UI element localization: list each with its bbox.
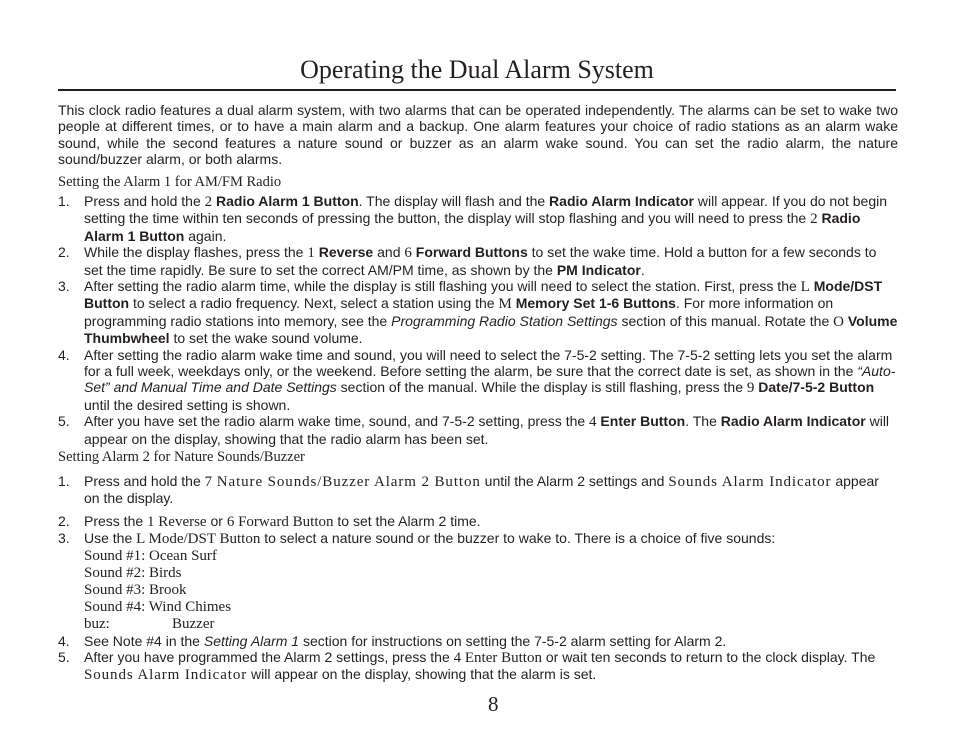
alarm-1-steps <box>58 193 898 447</box>
sound-option: Sound #4: Wind Chimes <box>84 598 232 615</box>
title-rule <box>58 89 896 91</box>
alarm-1-step: 2. While the display flashes, press the 1 Reverse and 6 Forward Buttons to set the wake time. Hold a button for a few seconds to set the time rapidly. Be sure to set the correct AM/PM time, as shown by the PM Indicator. <box>58 244 877 278</box>
alarm-2-step: 3. Use the L Mode/DST Button to select a nature sound or the buzzer to wake to. There is a choice of five sounds: Sound #1: Ocean Surf Sound #2: Birds Sound #3: Brook Sound #4: Wind Chimes buz: Buzzer <box>58 530 898 632</box>
alarm-2-step: 5. After you have programmed the Alarm 2 settings, press the 4 Enter Button or wait ten seconds to return to the clock display. The Sounds Alarm Indicator will appear on the display, showing that the alarm is set. <box>58 649 876 684</box>
alarm-1-step: 4. After setting the radio alarm wake time and sound, you will need to select the 7-5-2 setting. The 7-5-2 setting lets you set the alarm for a full week, weekdays only, or the weekend. Before setting the alarm, be sure that the correct date is set, as shown in the “Auto-Set” and Manual Time and Date Settings section of the manual. While the display is still flashing, press the 9 Date/7-5-2 Button until the desired setting is shown. <box>58 346 896 413</box>
alarm-1-step: 3. After setting the radio alarm time, while the display is still flashing you will need to select the station. First, press the L Mode/DST Button to select a radio frequency. Next, select a station using the M Memory Set 1-6 Buttons. For more information on programming radio stations into memory, see the Programming Radio Station Settings section of this manual. Rotate the O Volume Thumbwheel to set the wake sound volume. <box>58 278 898 347</box>
sound-option: Sound #1: Ocean Surf <box>84 547 217 564</box>
alarm-1-step: 1. Press and hold the 2 Radio Alarm 1 Button. The display will flash and the Radio Alarm Indicator will appear. If you do not begin setting the time within ten seconds of pressing the button, the display will stop flashing and you will need to press the 2 Radio Alarm 1 Button again. <box>58 193 888 244</box>
section-heading-alarm-1: Setting the Alarm 1 for AM/FM Radio <box>58 174 282 190</box>
section-heading-alarm-2: Setting Alarm 2 for Nature Sounds/Buzzer <box>58 449 305 465</box>
intro-paragraph: This clock radio features a dual alarm system, with two alarms that can be operated independently. The alarms can be set to wake two people at different times, or to have a main alarm and a backup. One alarm features your choice of radio stations as an alarm wake sound, while the second features a nature sound or buzzer as an alarm wake sound. You can set the radio alarm, the nature sound/buzzer alarm, or both alarms. <box>58 102 898 168</box>
page-number: 8 <box>488 692 499 716</box>
sound-option-buzzer: buz: Buzzer <box>84 615 215 632</box>
sound-option: Sound #2: Birds <box>84 564 182 581</box>
page-title: Operating the Dual Alarm System <box>300 55 654 84</box>
alarm-2-step: 4. See Note #4 in the Setting Alarm 1 section for instructions on setting the 7-5-2 alarm setting for Alarm 2. <box>58 632 727 649</box>
sound-option: Sound #3: Brook <box>84 581 187 598</box>
alarm-1-step: 5. After you have set the radio alarm wake time, sound, and 7-5-2 setting, press the 4 Enter Button. The Radio Alarm Indicator will appear on the display, showing that the radio alarm has been set. <box>58 413 890 447</box>
alarm-2-step: 1. Press and hold the 7 Nature Sounds/Buzzer Alarm 2 Button until the Alarm 2 settings and Sounds Alarm Indicator appear on the display. <box>58 473 879 507</box>
nature-sound-list <box>84 548 898 633</box>
alarm-2-steps <box>58 473 898 684</box>
alarm-2-step: 2. Press the 1 Reverse or 6 Forward Button to set the Alarm 2 time. <box>58 512 481 530</box>
